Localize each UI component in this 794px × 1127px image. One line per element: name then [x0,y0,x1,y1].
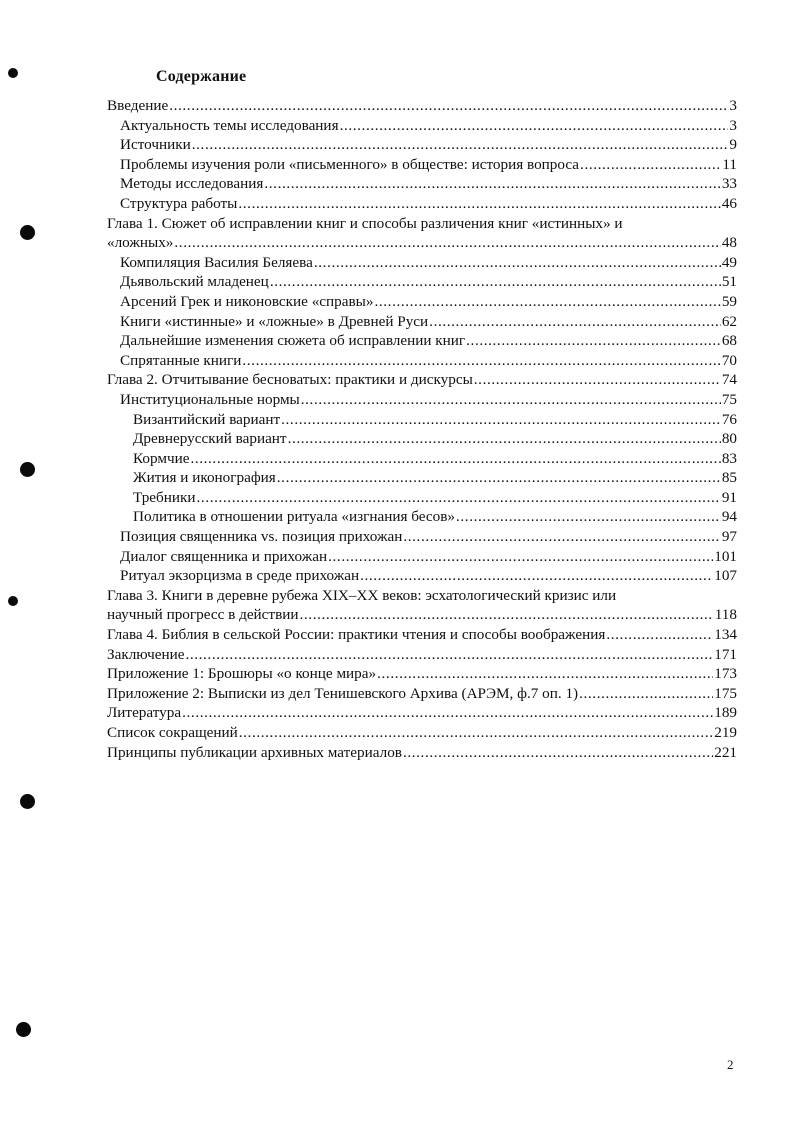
toc-entry-page: 9 [729,136,737,154]
dot-leader [270,272,721,292]
toc-entry-label: Заключение [107,645,185,663]
toc-entry-chapter-1 [107,214,737,253]
toc-entry-chapter-4 [107,625,737,645]
toc-entry-page: 85 [721,469,737,487]
toc-entry [107,723,737,743]
dot-leader [403,743,713,763]
toc-entry-page: 171 [714,645,737,663]
toc-entry-page: 51 [721,273,737,291]
toc-entry-label: Древнерусский вариант [133,430,287,448]
toc-entry-page: 76 [721,410,737,428]
toc-entry [107,410,737,430]
toc-entry-label: Требники [133,488,196,506]
toc-entry [107,292,737,312]
toc-entry-label: Диалог священника и прихожан [120,547,328,565]
dot-leader [301,390,721,410]
dot-leader [377,664,713,684]
toc-entry-page: 134 [714,626,737,644]
dot-leader [579,684,713,704]
dot-leader [192,135,729,155]
dot-leader [474,370,721,390]
toc-entry-label: научный прогресс в действии [107,606,299,624]
toc-entry [107,312,737,332]
toc-entry-label: Структура работы [120,194,238,212]
toc-entry-label: Спрятанные книги [120,351,242,369]
page-number: 2 [727,1057,734,1072]
toc-entry-label: Введение [107,97,169,114]
punch-hole-1 [8,68,18,78]
toc-entry-page: 33 [721,175,737,193]
toc-entry-label: Ритуал экзорцизма в среде прихожан [120,567,360,585]
toc-entry-page: 59 [721,292,737,310]
dot-leader [197,488,721,508]
toc-entry-label: Политика в отношении ритуала «изгнания бесов» [133,508,455,526]
toc-entry-label: «ложных» [107,234,174,252]
dot-leader [429,312,721,332]
toc-entry-page: 75 [721,390,737,408]
dot-leader [169,96,728,116]
toc-entry-page: 107 [714,567,737,585]
toc-entry-label: Глава 4. Библия в сельской России: практики чтения и способы воображения [107,626,606,644]
dot-leader [277,468,721,488]
toc-entry-label: Позиция священника vs. позиция прихожан [120,528,403,546]
toc-entry-label: Источники [120,136,191,154]
toc-entry [107,351,737,371]
toc-entry [107,96,737,116]
dot-leader [288,429,721,449]
toc-entry-label: Литература [107,704,182,722]
dot-leader [185,645,713,665]
dot-leader [456,507,721,527]
toc-entry [107,331,737,351]
toc-entry-page: 83 [721,449,737,467]
toc-entry-label: Институциональные нормы [120,390,300,408]
toc-entry-lead: Глава 1. Сюжет об исправлении книг и способы различения книг «истинных» и [107,214,623,232]
dot-leader [606,625,713,645]
toc-entry [107,684,737,704]
toc-entry-page: 46 [721,194,737,212]
toc-entry [107,488,737,508]
toc-entry [107,566,737,586]
dot-leader [182,703,713,723]
toc-entry [107,547,737,567]
toc-entry-page: 11 [722,155,737,173]
dot-leader [314,253,721,273]
toc-entry [107,507,737,527]
dot-leader [281,410,721,430]
toc-entry-label: Приложение 1: Брошюры «о конце мира» [107,665,377,683]
punch-hole-6 [16,1022,31,1037]
toc-entry-page: 49 [721,253,737,271]
toc-entry-page: 80 [721,430,737,448]
toc-entry-page: 118 [714,606,737,624]
toc-entry-label: Глава 2. Отчитывание бесноватых: практики и дискурсы [107,371,473,389]
toc-entry-page: 3 [729,116,737,134]
toc-entry-page: 101 [714,547,737,565]
toc-entry [107,664,737,684]
toc-entry-page: 175 [714,684,737,702]
toc-entry-page: 70 [721,351,737,369]
dot-leader [264,174,720,194]
toc-entry-lead: Глава 3. Книги в деревне рубежа XIX–XX веков: эсхатологический кризис или [107,586,617,604]
toc-entry-label: Приложение 2: Выписки из дел Тенишевского Архива (АРЭМ, ф.7 оп. 1) [107,684,579,702]
toc-entry [107,253,737,273]
toc-entry-page: 68 [721,332,737,350]
toc-entry-chapter-3 [107,586,737,625]
dot-leader [174,233,720,253]
toc-entry-page: 189 [714,704,737,722]
punch-hole-2 [20,225,35,240]
punch-hole-3 [20,462,35,477]
toc-entry-label: Кормчие [133,449,190,467]
dot-leader [328,547,713,567]
toc-entry-label: Византийский вариант [133,410,281,428]
toc-entry [107,272,737,292]
toc-entry-page: 3 [729,97,737,114]
toc-entry-page: 173 [714,665,737,683]
dot-leader [300,605,714,625]
toc-entry-label: Принципы публикации архивных материалов [107,743,402,761]
toc-entry-label: Компиляция Василия Беляева [120,253,313,271]
dot-leader [340,116,729,136]
toc-entry [107,645,737,665]
toc-entry [107,194,737,214]
toc-entry-chapter-2 [107,370,737,390]
toc-entry [107,155,737,175]
toc-entry-page: 48 [721,234,737,252]
punch-hole-5 [20,794,35,809]
punch-hole-4 [8,596,18,606]
toc-entry-label: Арсений Грек и никоновские «справы» [120,292,374,310]
toc-entry-page: 219 [714,724,737,741]
toc-entry-label: Список сокращений [107,724,238,741]
dot-leader [239,723,713,743]
toc-entry [107,429,737,449]
table-of-contents [107,96,737,762]
toc-entry-page: 94 [721,508,737,526]
toc-entry [107,116,737,136]
dot-leader [466,331,721,351]
toc-entry-label: Проблемы изучения роли «письменного» в обществе: история вопроса [120,155,580,173]
dot-leader [360,566,713,586]
toc-entry [107,174,737,194]
toc-entry-page: 91 [721,488,737,506]
toc-entry-label: Актуальность темы исследования [120,116,339,134]
toc-entry-label: Дьявольский младенец [120,273,269,291]
toc-entry [107,468,737,488]
toc-entry [107,743,737,763]
toc-entry-page: 62 [721,312,737,330]
toc-entry [107,390,737,410]
dot-leader [190,449,720,469]
dot-leader [403,527,720,547]
dot-leader [242,351,720,371]
toc-title: Содержание [156,68,247,85]
toc-entry-label: Методы исследования [120,175,264,193]
dot-leader [580,155,721,175]
toc-entry [107,449,737,469]
toc-entry [107,135,737,155]
toc-entry [107,703,737,723]
dot-leader [238,194,720,214]
toc-entry-page: 221 [714,743,737,761]
toc-entry-label: Жития и иконография [133,469,276,487]
toc-entry-label: Дальнейшие изменения сюжета об исправлении книг [120,332,466,350]
toc-entry-page: 74 [721,371,737,389]
toc-entry-page: 97 [721,528,737,546]
toc-entry [107,527,737,547]
toc-entry-label: Книги «истинные» и «ложные» в Древней Руси [120,312,429,330]
dot-leader [374,292,720,312]
